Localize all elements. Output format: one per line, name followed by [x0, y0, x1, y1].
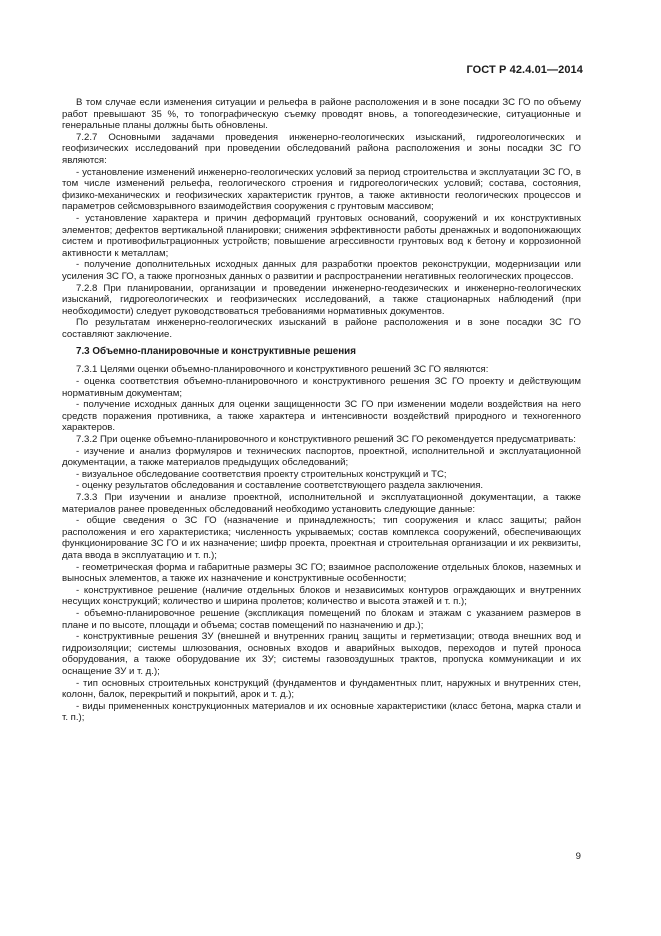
list-item: - тип основных строительных конструкций (фундаментов и фундаментных плит, наружных и внутренних стен, колонн, балок, перекрытий и покрытий, арок и т. д.);	[62, 677, 581, 701]
list-item: - конструктивное решение (наличие отдельных блоков и независимых контуров ограждающих и внутренних несущих конструкций; количество и ширина пролетов; количество и высота этажей и т. п.);	[62, 584, 581, 608]
list-item: - установление характера и причин деформаций грунтовых оснований, сооружений и их конструктивных элементов; дефектов вертикальной планировки; снижения эффективности работы дренажных и водопонижающих систем и противофильтрационных устройств; повышение агрессивности грунтовых вод к бетону и коррозионной активности к металлам;	[62, 212, 581, 259]
list-item: - оценку результатов обследования и составление соответствующего раздела заключения.	[76, 480, 484, 492]
list-item: - конструктивные решения ЗУ (внешней и внутренних границ защиты и герметизации; отвода внешних вод и гидроизоляции; системы шлюзования, основных входов и аварийных выходов, переходов и путей проноса оборудования, а также оборудование их ЗУ; системы газовоздушных трактов, пропуска коммуникации и их оснащение ЗУ и т. д.);	[62, 631, 581, 677]
list-item: - общие сведения о ЗС ГО (назначение и принадлежность; тип сооружения и класс защиты; район расположения и его характеристика; численность укрываемых; состав комплекса сооружений, обеспечивающих функционирование ЗС ГО и их назначение; шифр проекта, проектная и строительная организации и их реквизиты, дата ввода в эксплуатацию и т. п.);	[62, 515, 581, 561]
list-item: - получение дополнительных исходных данных для разработки проектов реконструкции, модернизации или усиления ЗС ГО, а также прогнозных данных о развитии и распространении негативных геологических процессов.	[62, 259, 581, 282]
list-item: - оценка соответствия объемно-планировочного и конструктивного решения ЗС ГО проекту и действующим нормативным документам;	[62, 376, 581, 399]
paragraph: 7.3.1 Целями оценки объемно-планировочного и конструктивного решений ЗС ГО являются:	[76, 364, 489, 376]
list-item: - объемно-планировочное решение (экспликация помещений по блокам и этажам с указанием размеров в плане и по высоте, площади и объема; состав помещений по назначению и др.);	[62, 607, 581, 631]
list-item: - виды примененных конструкционных материалов и их основные характеристики (класс бетона, марка стали и т. п.);	[62, 700, 581, 724]
document-code-header: ГОСТ Р 42.4.01—2014	[466, 64, 583, 76]
list-item: - установление изменений инженерно-геологических условий за период строительства и эксплуатации ЗС ГО, в том числе изменений рельефа, геологического строения и гидрогеологических условий; состава, состояния, физико-механических и геофизических характеристик грунтов, а также активности геологических процессов и параметров сейсмовзрывного взаимодействия сооружения с грунтовым массивом;	[62, 166, 581, 213]
list-item: - получение исходных данных для оценки защищенности ЗС ГО при изменении модели воздействия на него средств поражения противника, а также характера и интенсивности воздействий природного и техногенного характеров.	[62, 399, 581, 434]
paragraph: 7.2.7 Основными задачами проведения инженерно-геологических изысканий, гидрогеологических и геофизических исследований при проведении обследований района расположения и зоны посадки ЗС ГО являются:	[62, 131, 581, 166]
list-item: - изучение и анализ формуляров и технических паспортов, проектной, исполнительной и эксплуатационной документации, а также материалов предыдущих обследований;	[62, 445, 581, 469]
paragraph: В том случае если изменения ситуации и рельефа в районе расположения и в зоне посадки ЗС ГО по объему работ превышают 35 %, то топографическую съемку проводят вновь, а топогеодезические, ситуационные и генеральные планы должны быть обновлены.	[62, 97, 581, 132]
paragraph: По результатам инженерно-геологических изысканий в районе расположения и в зоне посадки ЗС ГО составляют заключение.	[62, 317, 581, 340]
section-heading: 7.3 Объемно-планировочные и конструктивные решения	[76, 346, 356, 358]
list-item: - геометрическая форма и габаритные размеры ЗС ГО; взаимное расположение отдельных блоков, наземных и выносных элементов, а также их назначение и конструктивные особенности;	[62, 561, 581, 585]
body-text	[62, 97, 581, 724]
page-number: 9	[575, 851, 581, 862]
paragraph: 7.2.8 При планировании, организации и проведении инженерно-геодезических и инженерно-геологических изысканий, гидрогеологических и геофизических исследований, а также стационарных наблюдений (при необходимости) следует руководствоваться требованиями нормативных документов.	[62, 282, 581, 317]
list-item: - визуальное обследование соответствия проекту строительных конструкций и ТС;	[76, 468, 447, 480]
paragraph: 7.3.2 При оценке объемно-планировочного и конструктивного решений ЗС ГО рекомендуется предусматривать:	[76, 434, 576, 446]
paragraph: 7.3.3 При изучении и анализе проектной, исполнительной и эксплуатационной документации, а также материалов ранее проведенных обследований необходимо установить следующие данные:	[62, 492, 581, 515]
